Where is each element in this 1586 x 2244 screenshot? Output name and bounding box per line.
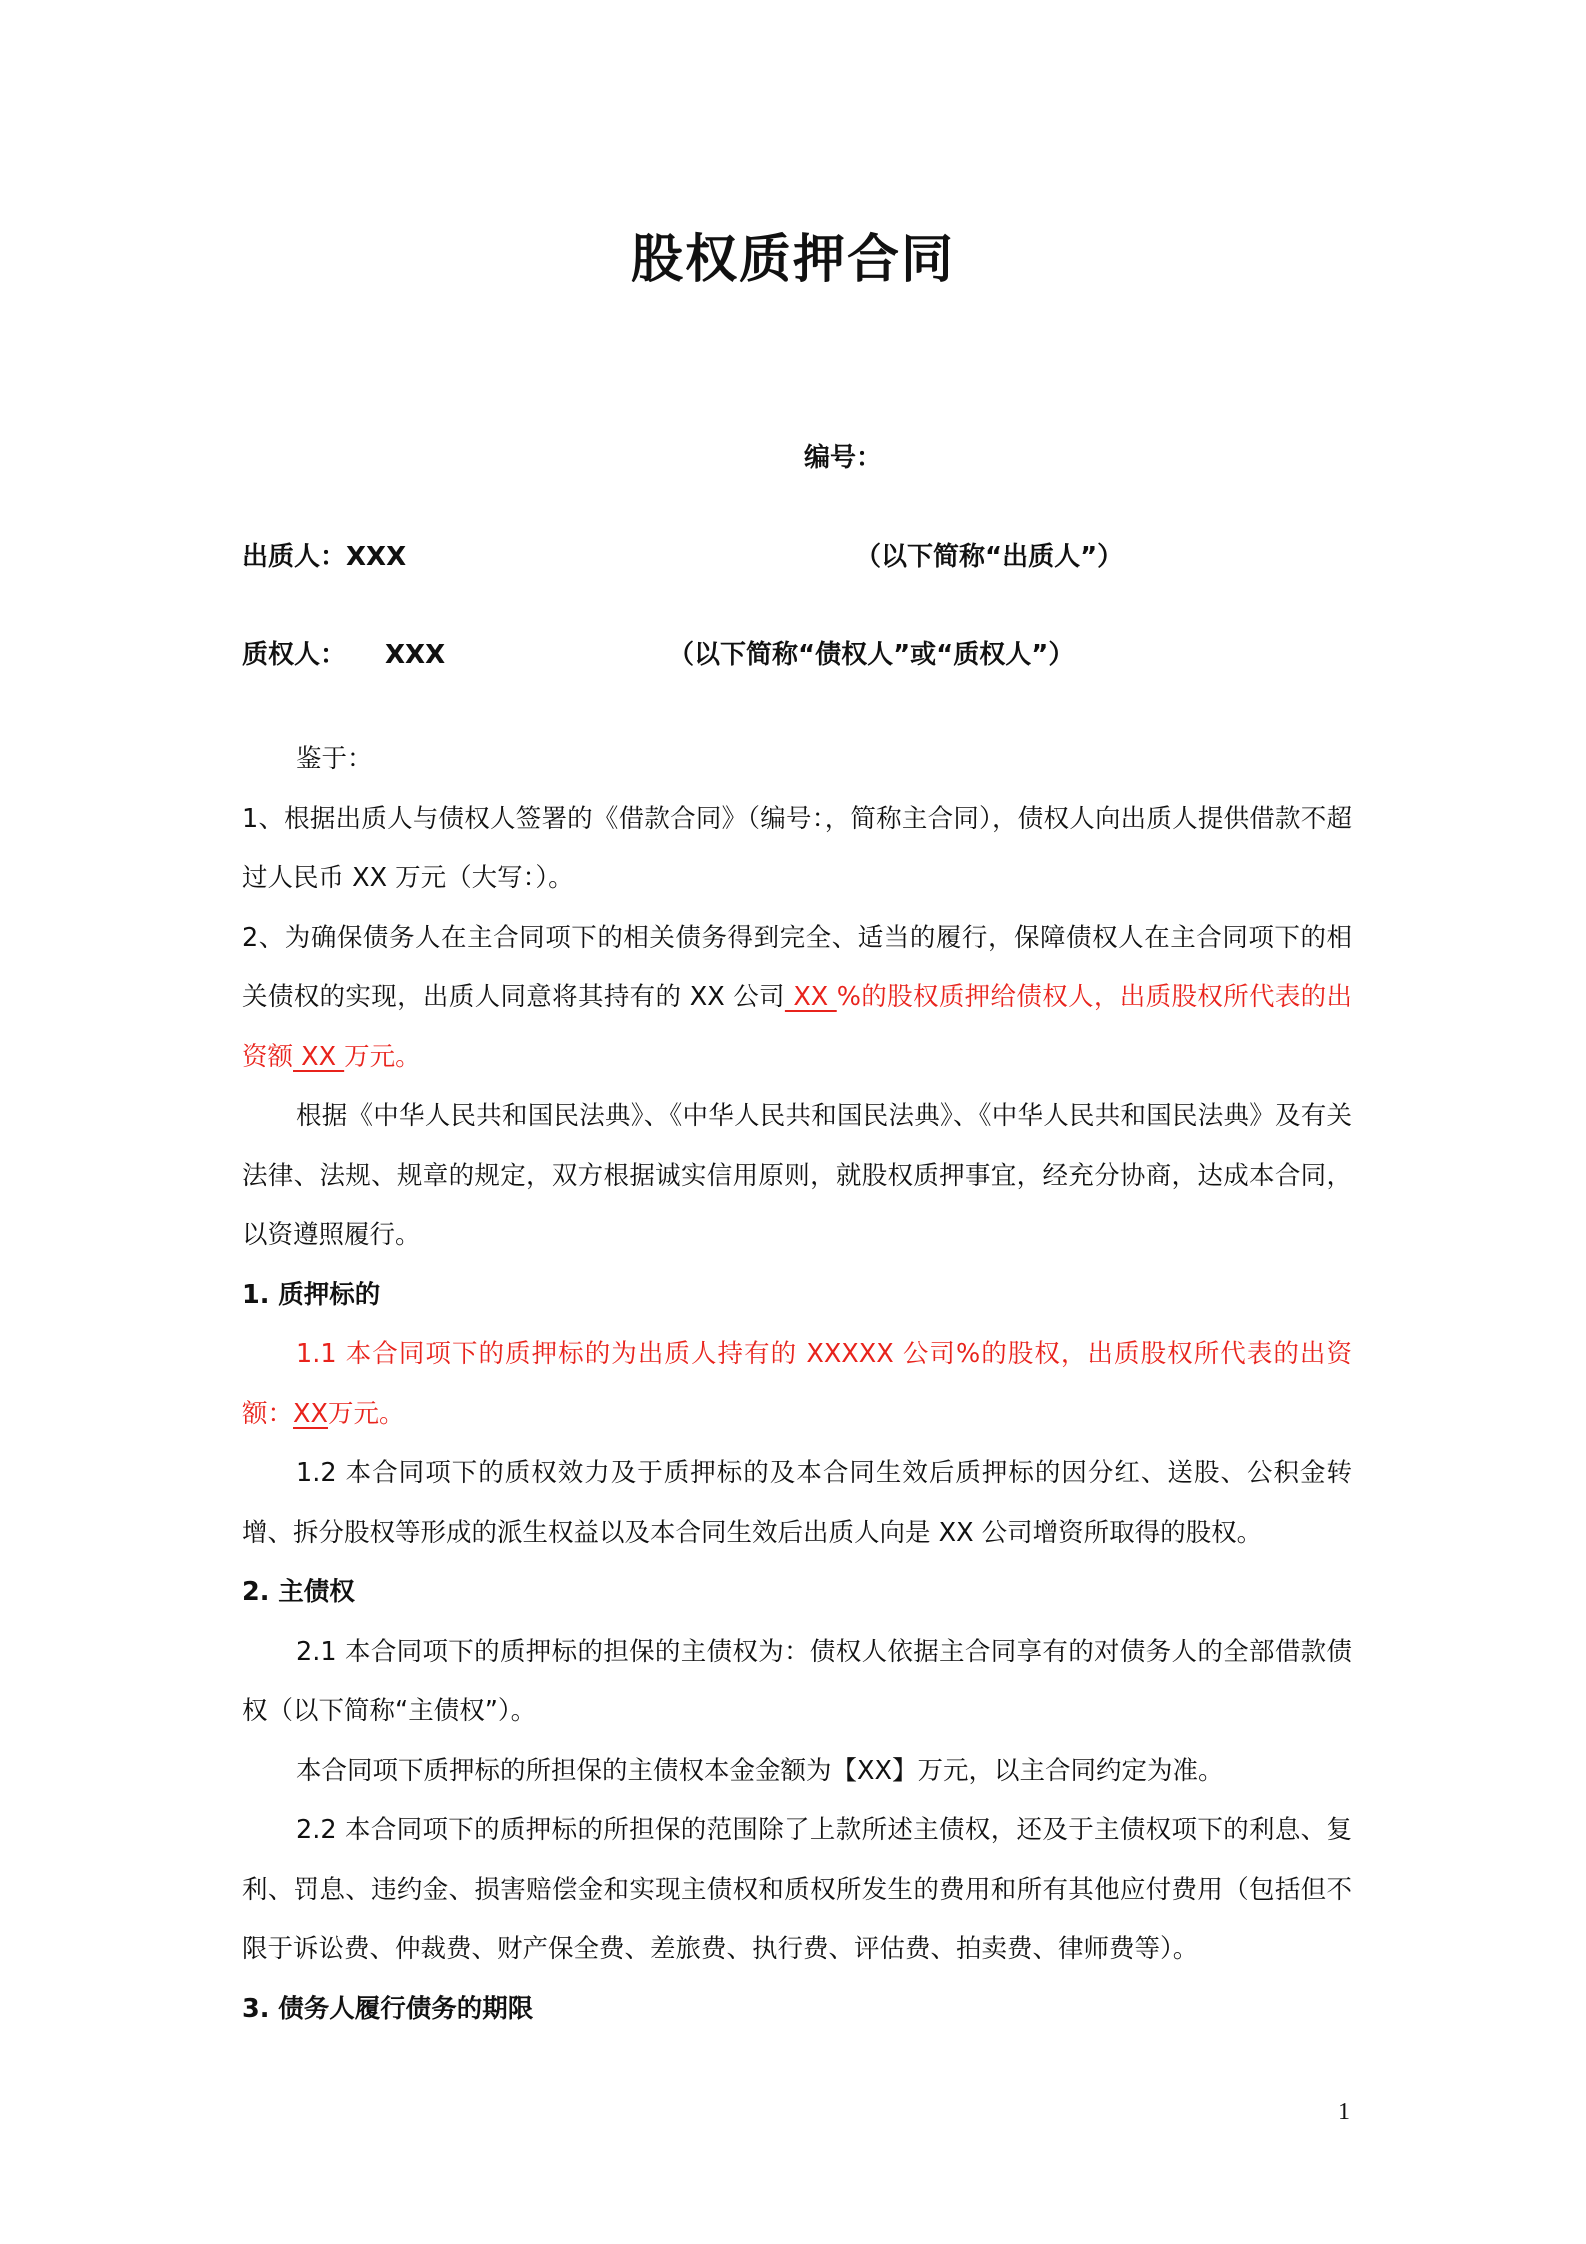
clause-2-2: 2.2 本合同项下的质押标的所担保的范围除了上款所述主债权，还及于主债权项下的利息、复利、罚息、违约金、损害赔偿金和实现主债权和质权所发生的费用和所有其他应付费用（包括但不限于诉讼费、仲裁费、财产保全费、差旅费、执行费、评估费、拍卖费、律师费等）。	[242, 1815, 1352, 1964]
clause-2-1: 2.1 本合同项下的质押标的担保的主债权为：债权人依据主合同享有的对债务人的全部借款债权（以下简称“主债权”）。	[242, 1636, 1352, 1726]
clause-1-1	[242, 1325, 1352, 1444]
pledgee-alias: （以下简称“债权人”或“质权人”）	[668, 640, 1075, 670]
section-2-heading: 2. 主债权	[242, 1577, 355, 1607]
page-number: 1	[1338, 2099, 1350, 2125]
clause-1-1-text: 1.1 本合同项下的质押标的为出质人持有的 XXXXX 公司%的股权，出质股权所代表的出资额：	[242, 1339, 1352, 1429]
section-3-heading: 3. 债务人履行债务的期限	[242, 1993, 534, 2024]
contract-number-label: 编号：	[804, 443, 883, 473]
legal-basis-paragraph: 根据《中华人民共和国民法典》、《中华人民共和国民法典》、《中华人民共和国民法典》及有关法律、法规、规章的规定，双方根据诚实信用原则，就股权质押事宜，经充分协商，达成本合同，以资遵照履行。	[242, 1101, 1352, 1250]
recital-2	[242, 909, 1352, 1088]
pledgor-label: 出质人：	[242, 542, 347, 572]
principal-amount-paragraph: 本合同项下质押标的所担保的主债权本金金额为【XX】万元，以主合同约定为准。	[296, 1755, 1224, 1786]
whereas-label: 鉴于：	[296, 744, 373, 774]
pledgee-name: XXX	[385, 640, 446, 670]
recital-2-red-suffix: 万元。	[344, 1041, 421, 1072]
section-1-heading: 1. 质押标的	[242, 1279, 381, 1310]
clause-1-2: 1.2 本合同项下的质权效力及于质押标的及本合同生效后质押标的因分红、送股、公积金转增、拆分股权等形成的派生权益以及本合同生效后出质人向是 XX 公司增资所取得的股权。	[242, 1458, 1352, 1548]
recital-2-text: 2、为确保债务人在主合同项下的相关债务得到完全、适当的履行，保障债权人在主合同项下的相关债权的实现，出质人同意将其持有的 XX 公司	[242, 922, 1352, 1012]
pledgor-alias: （以下简称“出质人”）	[855, 542, 1124, 572]
clause-1-1-amount: XX	[293, 1398, 328, 1429]
recital-2-red-text: %的股权质押给债权人，出质股权所代表的出资额	[242, 982, 1353, 1072]
pledgee-label: 质权人：	[242, 640, 347, 670]
pledgor-name: XXX	[346, 542, 407, 572]
capital-amount-value: XX	[293, 1041, 345, 1072]
contract-body	[242, 730, 1352, 2039]
recital-1: 1、根据出质人与债权人签署的《借款合同》（编号：，简称主合同），债权人向出质人提供借款不超过人民币 XX 万元（大写：）。	[242, 803, 1352, 893]
document-title: 股权质押合同	[630, 230, 955, 290]
clause-1-1-suffix: 万元。	[327, 1398, 405, 1429]
pledged-percent-value: XX	[784, 982, 837, 1012]
